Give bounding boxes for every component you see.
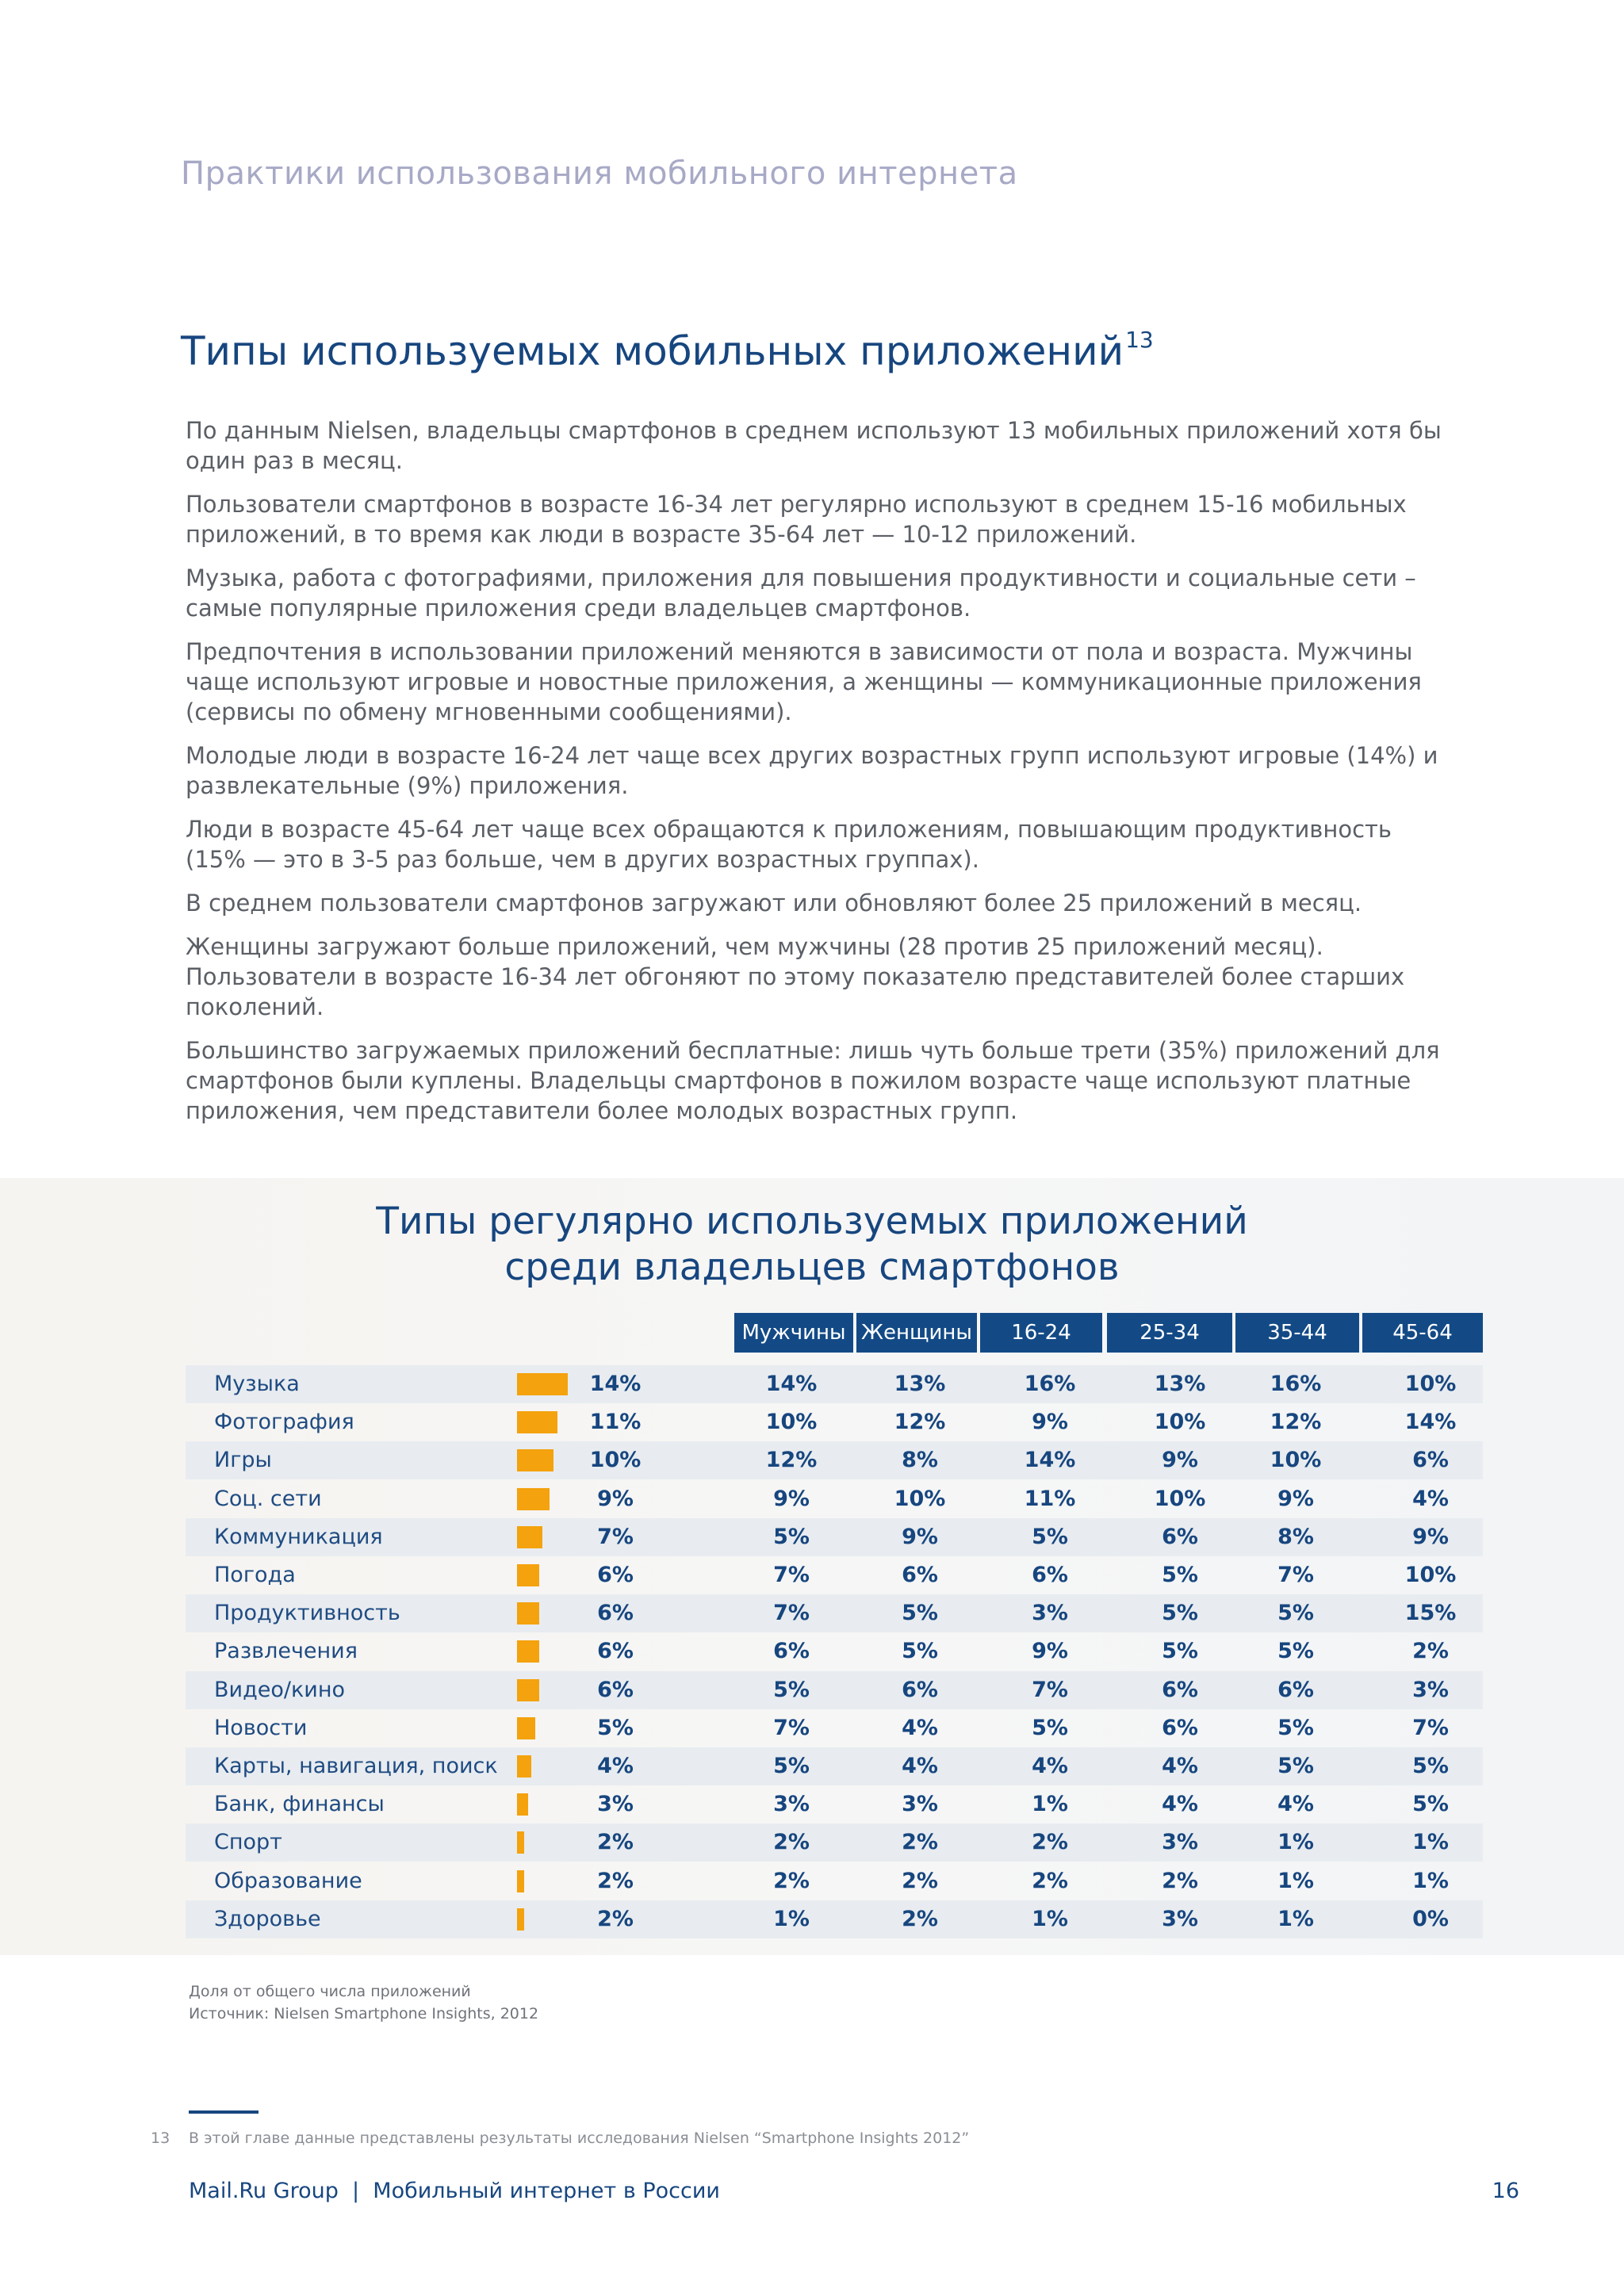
value-cell: 6% bbox=[902, 1563, 938, 1587]
column-header: 16-24 bbox=[980, 1313, 1102, 1353]
value-cell: 6% bbox=[902, 1677, 938, 1702]
value-cell: 1% bbox=[773, 1906, 810, 1931]
page-title-text: Типы используемых мобильных приложений bbox=[181, 328, 1124, 374]
table-row bbox=[186, 1365, 1483, 1403]
value-cell: 5% bbox=[773, 1677, 810, 1702]
paragraph: Молодые люди в возрасте 16-24 лет чаще всех других возрастных групп используют игровые (14%) и развлекательные (9%) приложения. bbox=[186, 742, 1438, 799]
value-cell: 13% bbox=[1154, 1372, 1206, 1396]
value-cell: 10% bbox=[1154, 1410, 1206, 1435]
chart-title bbox=[0, 1199, 1624, 1291]
footnote bbox=[151, 2130, 969, 2147]
page-title bbox=[181, 327, 1154, 374]
value-cell: 5% bbox=[1032, 1715, 1068, 1740]
value-cell: 3% bbox=[902, 1792, 938, 1817]
table-row bbox=[186, 1403, 1483, 1441]
row-label: Фотография bbox=[214, 1410, 354, 1435]
paragraph: Большинство загружаемых приложений бесплатные: лишь чуть больше трети (35%) приложений для смартфонов были куплены. Владельцы смартфонов в пожилом возрасте чаще используют платные приложения, чем представители более молодых возрастных групп. bbox=[186, 1037, 1440, 1124]
value-cell: 4% bbox=[1162, 1792, 1198, 1817]
value-cell: 5% bbox=[1412, 1792, 1449, 1817]
value-cell: 9% bbox=[1412, 1524, 1449, 1549]
title-footnote-ref: 13 bbox=[1125, 327, 1154, 353]
row-label: Погода bbox=[214, 1563, 296, 1587]
table-row bbox=[186, 1518, 1483, 1556]
value-cell: 10% bbox=[1404, 1563, 1457, 1587]
total-bar bbox=[517, 1564, 539, 1586]
value-cell: 14% bbox=[1404, 1410, 1457, 1435]
value-cell: 6% bbox=[1032, 1563, 1068, 1587]
value-cell: 5% bbox=[1277, 1754, 1314, 1778]
table-row bbox=[186, 1709, 1483, 1747]
value-cell: 3% bbox=[1032, 1601, 1068, 1626]
value-cell: 5% bbox=[902, 1639, 938, 1664]
value-cell: 5% bbox=[1162, 1639, 1198, 1664]
table-row bbox=[186, 1441, 1483, 1479]
value-cell: 5% bbox=[1162, 1563, 1198, 1587]
table-row bbox=[186, 1900, 1483, 1938]
total-value: 6% bbox=[597, 1601, 634, 1626]
value-cell: 10% bbox=[1154, 1486, 1206, 1511]
value-cell: 9% bbox=[1032, 1410, 1068, 1435]
table-row bbox=[186, 1785, 1483, 1823]
value-cell: 2% bbox=[1162, 1868, 1198, 1893]
footer-publisher: Mail.Ru Group | Мобильный интернет в России bbox=[189, 2179, 720, 2203]
value-cell: 5% bbox=[773, 1754, 810, 1778]
section-header: Практики использования мобильного интернета bbox=[181, 155, 1018, 192]
value-cell: 2% bbox=[1032, 1868, 1068, 1893]
article-body bbox=[186, 415, 1454, 1139]
value-cell: 6% bbox=[1277, 1677, 1314, 1702]
total-bar bbox=[517, 1717, 535, 1739]
page-number: 16 bbox=[1492, 2179, 1519, 2203]
value-cell: 9% bbox=[1032, 1639, 1068, 1664]
column-header: Женщины bbox=[856, 1313, 977, 1353]
total-value: 2% bbox=[597, 1830, 634, 1855]
total-bar bbox=[517, 1373, 568, 1395]
value-cell: 12% bbox=[1270, 1410, 1322, 1435]
footnote-text: В этой главе данные представлены результаты исследования Nielsen “Smartphone Insights 2012” bbox=[189, 2130, 970, 2147]
value-cell: 14% bbox=[1024, 1448, 1076, 1473]
value-cell: 10% bbox=[765, 1410, 818, 1435]
value-cell: 2% bbox=[902, 1830, 938, 1855]
value-cell: 4% bbox=[1032, 1754, 1068, 1778]
paragraph: Пользователи смартфонов в возрасте 16-34 лет регулярно используют в среднем 15-16 мобильных приложений, в то время как люди в возрасте 35-64 лет — 10-12 приложений. bbox=[186, 491, 1407, 548]
value-cell: 7% bbox=[1032, 1677, 1068, 1702]
value-cell: 3% bbox=[773, 1792, 810, 1817]
footnote-number: 13 bbox=[151, 2130, 170, 2147]
paragraph: Музыка, работа с фотографиями, приложения для повышения продуктивности и социальные сети – самые популярные приложения среди владельцев смартфонов. bbox=[186, 564, 1416, 622]
total-bar bbox=[517, 1831, 524, 1854]
value-cell: 11% bbox=[1024, 1486, 1076, 1511]
value-cell: 16% bbox=[1024, 1372, 1076, 1396]
value-cell: 4% bbox=[1277, 1792, 1314, 1817]
value-cell: 12% bbox=[765, 1448, 818, 1473]
row-label: Здоровье bbox=[214, 1906, 321, 1931]
value-cell: 1% bbox=[1032, 1906, 1068, 1931]
row-label: Карты, навигация, поиск bbox=[214, 1754, 498, 1778]
value-cell: 3% bbox=[1412, 1677, 1449, 1702]
value-cell: 2% bbox=[1412, 1639, 1449, 1664]
value-cell: 5% bbox=[1277, 1639, 1314, 1664]
column-header: 25-34 bbox=[1107, 1313, 1232, 1353]
row-label: Видео/кино bbox=[214, 1677, 345, 1702]
table-row bbox=[186, 1747, 1483, 1785]
row-label: Соц. сети bbox=[214, 1486, 322, 1511]
total-bar bbox=[517, 1602, 539, 1624]
value-cell: 4% bbox=[1162, 1754, 1198, 1778]
total-bar bbox=[517, 1449, 553, 1471]
total-bar bbox=[517, 1640, 539, 1663]
paragraph: Люди в возрасте 45-64 лет чаще всех обращаются к приложениям, повышающим продуктивность (15% — это в 3-5 раз больше, чем в других возрастных группах). bbox=[186, 816, 1392, 873]
total-value: 5% bbox=[597, 1715, 634, 1740]
chart-note-source: Источник: Nielsen Smartphone Insights, 2012 bbox=[189, 2005, 539, 2022]
row-label: Новости bbox=[214, 1715, 308, 1740]
table-row bbox=[186, 1671, 1483, 1709]
footnote-divider bbox=[189, 2110, 259, 2114]
total-bar bbox=[517, 1755, 531, 1777]
value-cell: 6% bbox=[773, 1639, 810, 1664]
total-bar bbox=[517, 1488, 550, 1510]
chart-title-line: среди владельцев смартфонов bbox=[504, 1246, 1120, 1289]
value-cell: 5% bbox=[1032, 1524, 1068, 1549]
value-cell: 8% bbox=[1277, 1524, 1314, 1549]
row-label: Банк, финансы bbox=[214, 1792, 385, 1817]
value-cell: 2% bbox=[1032, 1830, 1068, 1855]
column-header: 35-44 bbox=[1235, 1313, 1359, 1353]
total-value: 2% bbox=[597, 1868, 634, 1893]
chart-note-share: Доля от общего числа приложений bbox=[189, 1983, 471, 2000]
total-bar bbox=[517, 1679, 539, 1701]
value-cell: 1% bbox=[1277, 1868, 1314, 1893]
row-label: Продуктивность bbox=[214, 1601, 400, 1626]
value-cell: 4% bbox=[902, 1715, 938, 1740]
paragraph: Предпочтения в использовании приложений меняются в зависимости от пола и возраста. Мужчины чаще используют игровые и новостные приложения, а женщины — коммуникационные приложения (сервисы по обмену мгновенными сообщениями). bbox=[186, 638, 1422, 725]
value-cell: 2% bbox=[773, 1830, 810, 1855]
table-row bbox=[186, 1480, 1483, 1518]
total-value: 6% bbox=[597, 1639, 634, 1664]
value-cell: 1% bbox=[1277, 1830, 1314, 1855]
value-cell: 10% bbox=[894, 1486, 946, 1511]
column-header: Мужчины bbox=[734, 1313, 853, 1353]
total-value: 7% bbox=[597, 1524, 634, 1549]
table-row bbox=[186, 1556, 1483, 1594]
total-value: 10% bbox=[589, 1448, 642, 1473]
total-value: 6% bbox=[597, 1563, 634, 1587]
value-cell: 7% bbox=[1277, 1563, 1314, 1587]
value-cell: 5% bbox=[1162, 1601, 1198, 1626]
table-row bbox=[186, 1632, 1483, 1670]
value-cell: 10% bbox=[1270, 1448, 1322, 1473]
total-value: 14% bbox=[589, 1372, 642, 1396]
total-value: 4% bbox=[597, 1754, 634, 1778]
row-label: Музыка bbox=[214, 1372, 300, 1396]
total-bar bbox=[517, 1908, 524, 1931]
table-row bbox=[186, 1594, 1483, 1632]
chart-title-line: Типы регулярно используемых приложений bbox=[376, 1200, 1248, 1243]
total-value: 2% bbox=[597, 1906, 634, 1931]
value-cell: 2% bbox=[773, 1868, 810, 1893]
table-row bbox=[186, 1823, 1483, 1862]
row-label: Спорт bbox=[214, 1830, 282, 1855]
row-label: Развлечения bbox=[214, 1639, 358, 1664]
paragraph: Женщины загружают больше приложений, чем мужчины (28 против 25 приложений месяц). Пользователи в возрасте 16-34 лет обгоняют по этому показателю представителей более старших поколений. bbox=[186, 933, 1405, 1020]
chart-notes bbox=[189, 1980, 538, 2025]
total-bar bbox=[517, 1411, 557, 1433]
value-cell: 2% bbox=[902, 1868, 938, 1893]
value-cell: 1% bbox=[1032, 1792, 1068, 1817]
value-cell: 6% bbox=[1162, 1524, 1198, 1549]
total-value: 9% bbox=[597, 1486, 634, 1511]
row-label: Коммуникация bbox=[214, 1524, 383, 1549]
total-value: 6% bbox=[597, 1677, 634, 1702]
value-cell: 3% bbox=[1162, 1830, 1198, 1855]
value-cell: 1% bbox=[1412, 1868, 1449, 1893]
value-cell: 0% bbox=[1412, 1906, 1449, 1931]
value-cell: 14% bbox=[765, 1372, 818, 1396]
value-cell: 9% bbox=[1162, 1448, 1198, 1473]
value-cell: 5% bbox=[1412, 1754, 1449, 1778]
value-cell: 9% bbox=[1277, 1486, 1314, 1511]
value-cell: 10% bbox=[1404, 1372, 1457, 1396]
value-cell: 12% bbox=[894, 1410, 946, 1435]
value-cell: 16% bbox=[1270, 1372, 1322, 1396]
total-bar bbox=[517, 1526, 542, 1548]
value-cell: 6% bbox=[1162, 1677, 1198, 1702]
total-value: 11% bbox=[589, 1410, 642, 1435]
total-bar bbox=[517, 1793, 528, 1816]
paragraph: В среднем пользователи смартфонов загружают или обновляют более 25 приложений в месяц. bbox=[186, 890, 1362, 916]
value-cell: 4% bbox=[1412, 1486, 1449, 1511]
value-cell: 1% bbox=[1412, 1830, 1449, 1855]
value-cell: 4% bbox=[902, 1754, 938, 1778]
row-label: Игры bbox=[214, 1448, 272, 1473]
value-cell: 7% bbox=[773, 1563, 810, 1587]
value-cell: 5% bbox=[1277, 1715, 1314, 1740]
value-cell: 3% bbox=[1162, 1906, 1198, 1931]
value-cell: 8% bbox=[902, 1448, 938, 1473]
value-cell: 5% bbox=[773, 1524, 810, 1549]
value-cell: 5% bbox=[1277, 1601, 1314, 1626]
paragraph: По данным Nielsen, владельцы смартфонов в среднем используют 13 мобильных приложений хотя бы один раз в месяц. bbox=[186, 417, 1442, 474]
value-cell: 7% bbox=[1412, 1715, 1449, 1740]
value-cell: 15% bbox=[1404, 1601, 1457, 1626]
value-cell: 2% bbox=[902, 1906, 938, 1931]
value-cell: 7% bbox=[773, 1601, 810, 1626]
value-cell: 1% bbox=[1277, 1906, 1314, 1931]
value-cell: 9% bbox=[773, 1486, 810, 1511]
value-cell: 13% bbox=[894, 1372, 946, 1396]
value-cell: 5% bbox=[902, 1601, 938, 1626]
total-bar bbox=[517, 1870, 524, 1892]
column-header: 45-64 bbox=[1362, 1313, 1483, 1353]
value-cell: 6% bbox=[1162, 1715, 1198, 1740]
table-row bbox=[186, 1862, 1483, 1900]
total-value: 3% bbox=[597, 1792, 634, 1817]
value-cell: 9% bbox=[902, 1524, 938, 1549]
row-label: Образование bbox=[214, 1868, 362, 1893]
value-cell: 7% bbox=[773, 1715, 810, 1740]
value-cell: 6% bbox=[1412, 1448, 1449, 1473]
